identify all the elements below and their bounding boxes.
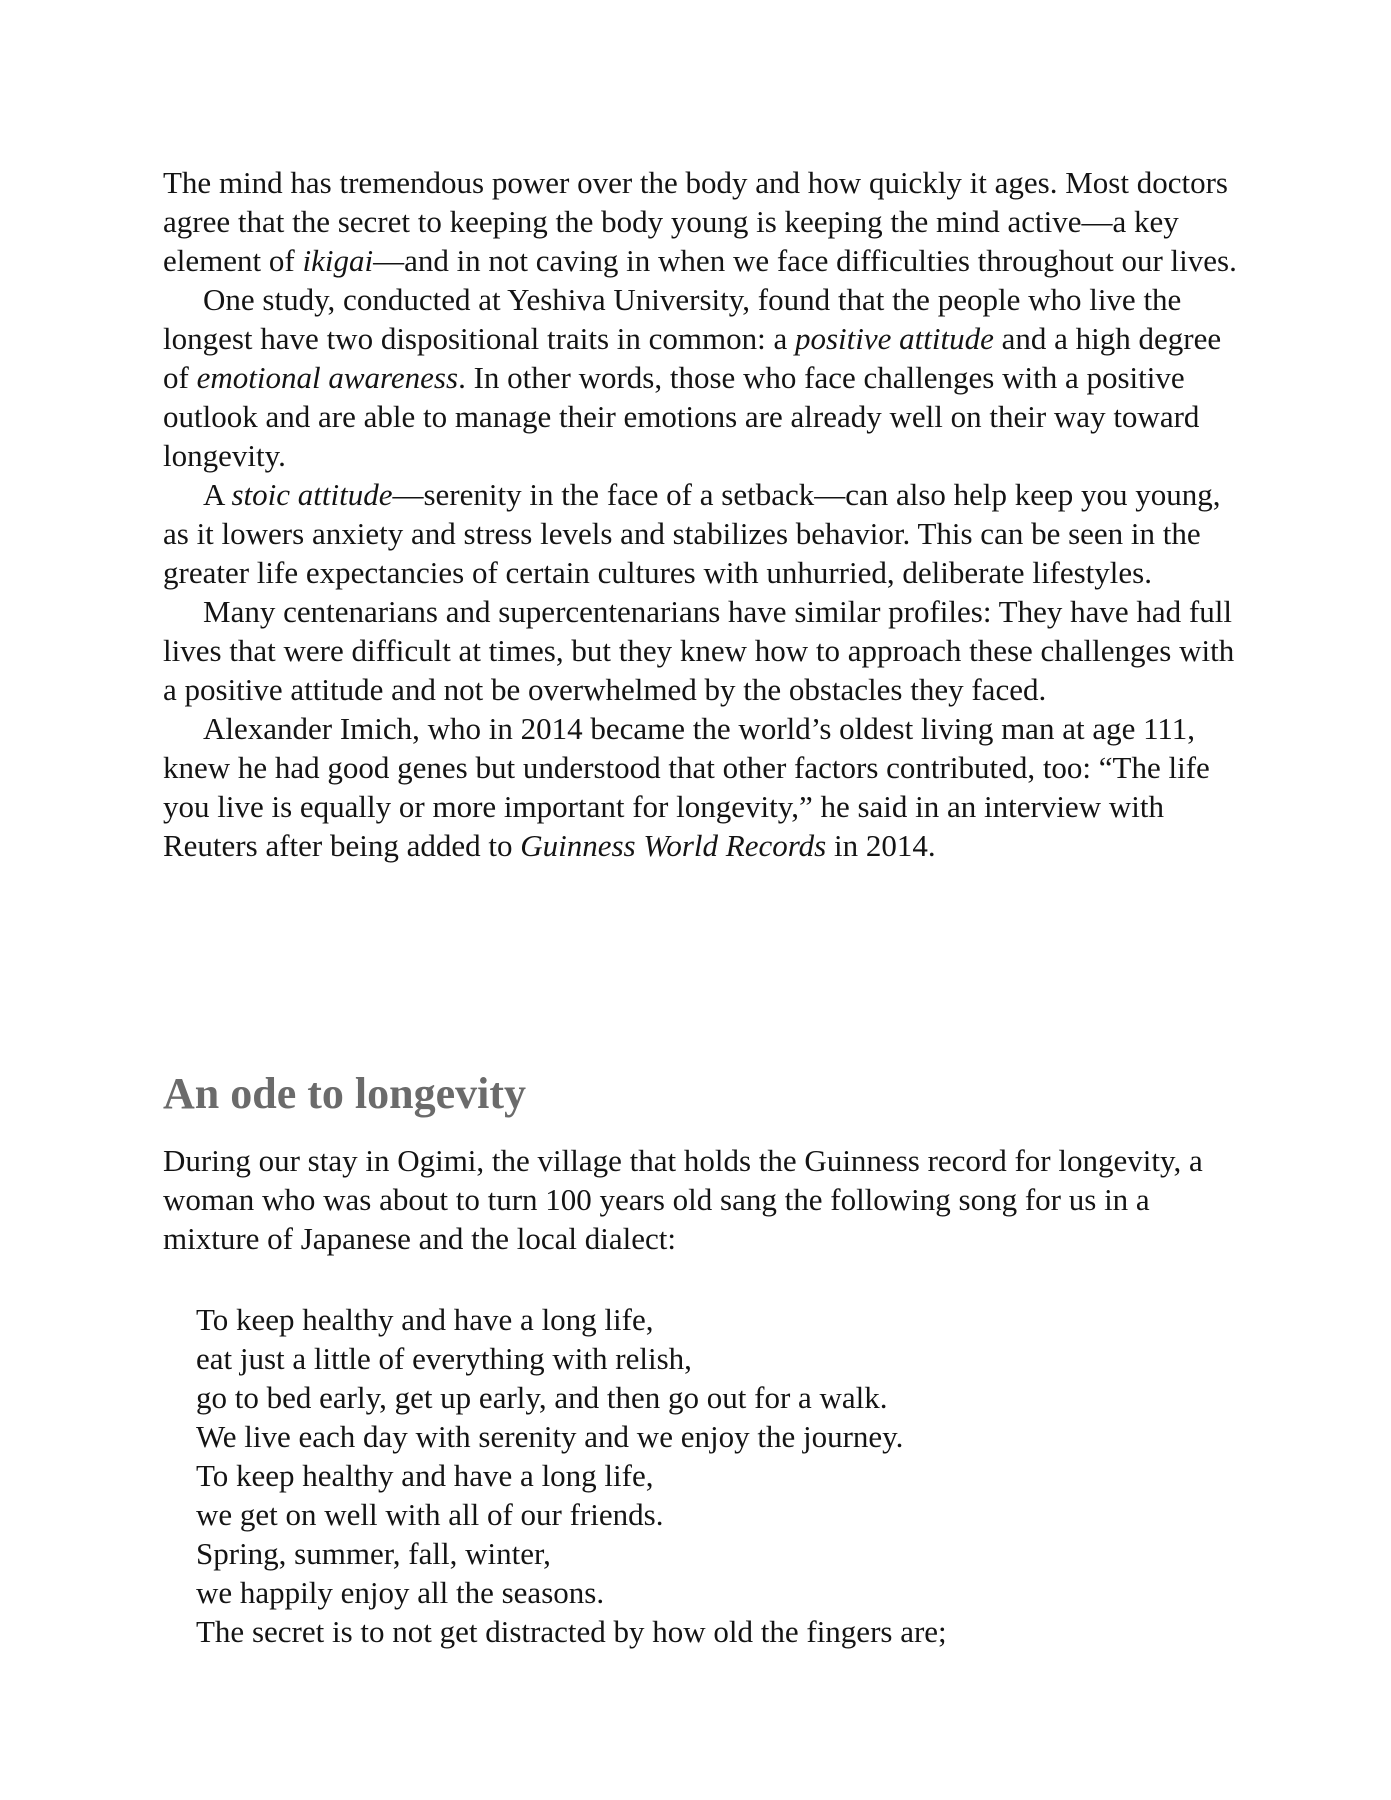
text-run: . In other words, those who face challenges with a positive outlook and are able to manage their emotions are already well on their way toward longevity. [163,360,1200,473]
poem-line: To keep healthy and have a long life, [196,1302,654,1337]
text-run: —serenity in the face of a setback—can also help keep you young, as it lowers anxiety and stress levels and stabilizes behavior. This can be seen in the greater life expectancies of certain cultures with unhurried, deliberate lifestyles. [163,477,1221,590]
paragraph [163,163,1243,280]
poem-line: we happily enjoy all the seasons. [196,1575,605,1610]
section-heading: An ode to longevity [163,1069,526,1118]
paragraph [163,475,1243,592]
text-run: and a high degree of [163,321,1222,395]
intro-text [163,163,1243,865]
poem-line: The secret is to not get distracted by how old the fingers are; [196,1614,947,1649]
paragraph [163,280,1243,475]
text-run: The mind has tremendous power over the body and how quickly it ages. Most doctors agree that the secret to keeping the body young is keeping the mind active—a key element of [163,165,1228,278]
section-intro-paragraph: During our stay in Ogimi, the village that holds the Guinness record for longevity, a woman who was about to turn 100 years old sang the following song for us in a mixture of Japanese and the local dialect: [163,1143,1203,1256]
italic-text-run: emotional awareness [196,360,459,395]
poem-line: go to bed early, get up early, and then go out for a walk. [196,1380,888,1415]
text-run: A [203,477,232,512]
text-run: One study, conducted at Yeshiva University, found that the people who live the longest have two dispositional traits in common: a [163,282,1182,356]
italic-text-run: positive attitude [794,321,994,356]
text-run: —and in not caving in when we face difficulties throughout our lives. [373,243,1237,278]
poem-line: To keep healthy and have a long life, [196,1458,654,1493]
italic-text-run: Guinness World Records [520,828,827,863]
text-run: in 2014. [826,828,936,863]
song-poem [196,1300,1196,1649]
poem-line: We live each day with serenity and we enjoy the journey. [196,1419,904,1454]
poem-line: eat just a little of everything with relish, [196,1341,692,1376]
italic-text-run: stoic attitude [231,477,393,512]
text-run: Many centenarians and supercentenarians have similar profiles: They have had full lives that were difficult at times, but they knew how to approach these challenges with a positive attitude and not be overwhelmed by the obstacles they faced. [163,594,1235,707]
poem-line: we get on well with all of our friends. [196,1497,664,1532]
italic-text-run: ikigai [302,243,374,278]
paragraph [163,592,1243,709]
paragraph [163,709,1243,865]
poem-line: Spring, summer, fall, winter, [196,1536,551,1571]
text-run: Alexander Imich, who in 2014 became the world’s oldest living man at age 111, knew he had good genes but understood that other factors contributed, too: “The life you live is equally or more important for longevity,” he said in an interview with Reuters after being added to [163,711,1210,863]
